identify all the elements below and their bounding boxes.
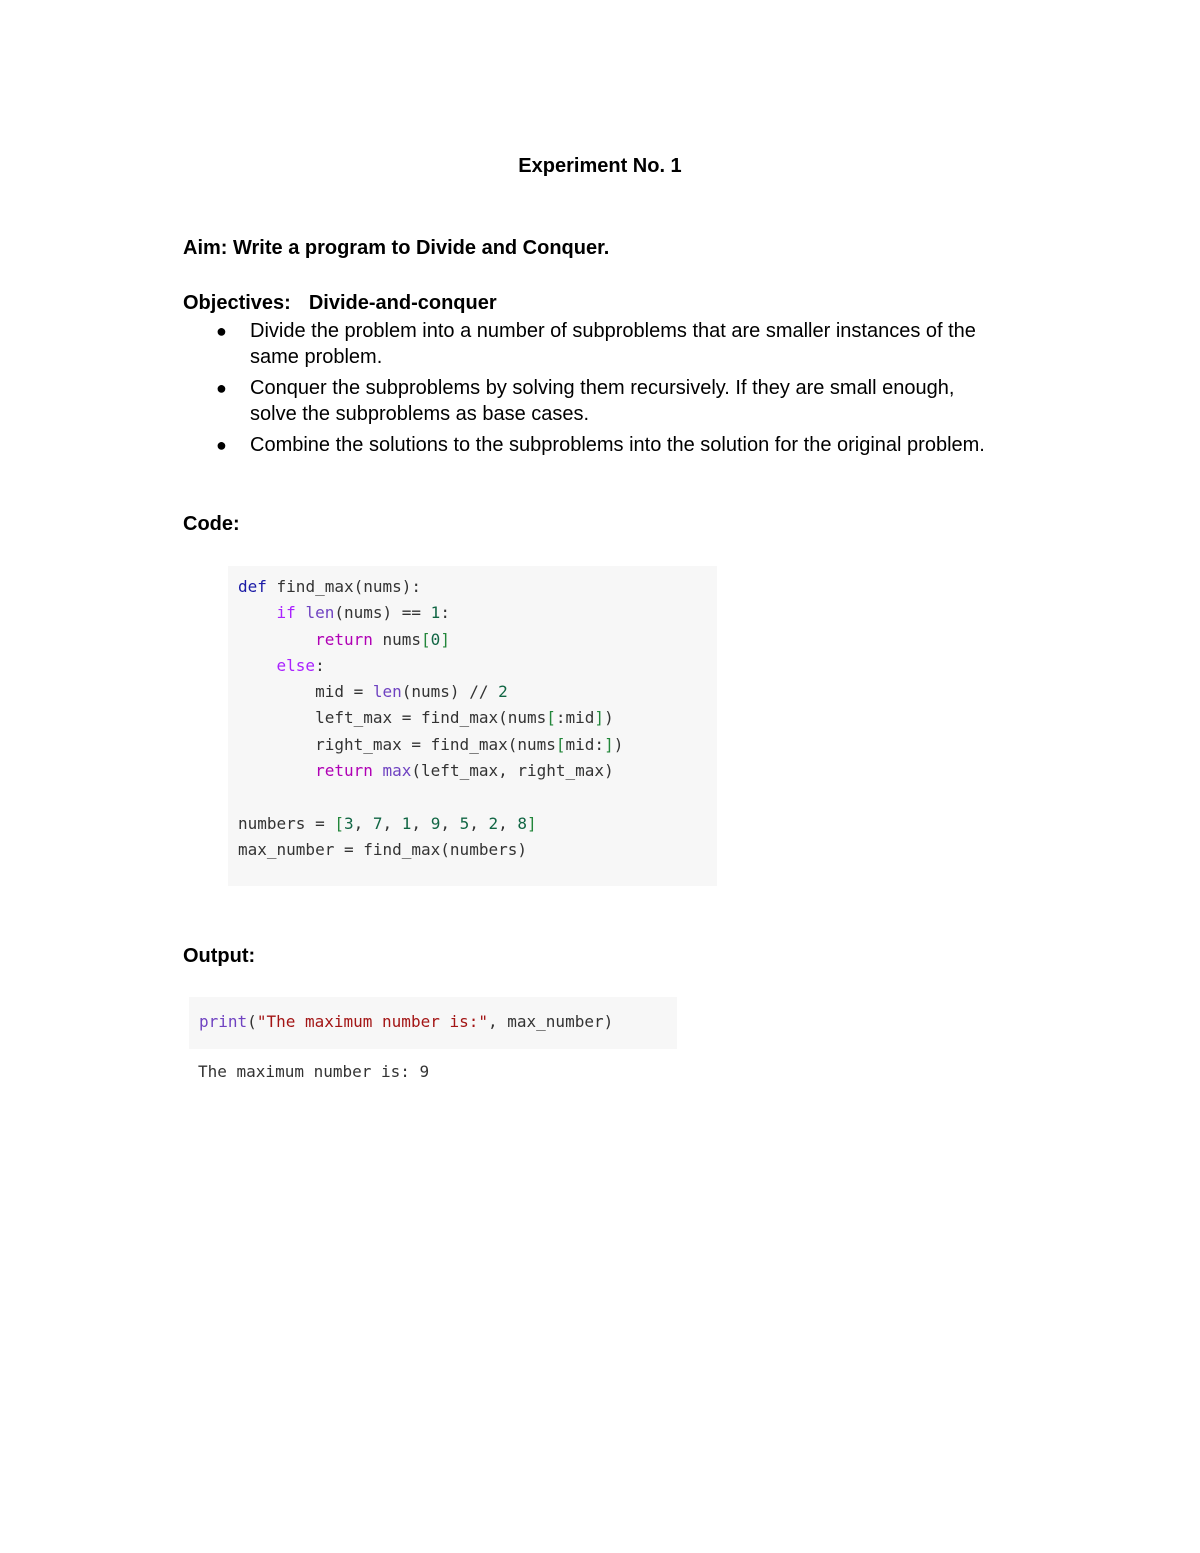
code-block [228,566,717,886]
objectives-subtitle: Divide-and-conquer [308,292,497,314]
objectives-heading [183,292,497,315]
output-heading: Output: [183,945,256,967]
objective-text: Combine the solutions to the subproblems into the solution for the original problem. [250,434,985,456]
list-item [183,318,1003,370]
code-line: mid = len(nums) // 2 [238,682,508,702]
output-result: The maximum number is: 9 [198,1062,430,1081]
bullet-icon: ● [216,321,227,341]
code-heading: Code: [183,513,240,535]
code-line: return max(left_max, right_max) [315,761,614,781]
code-line: max_number = find_max(numbers) [238,839,527,859]
objectives-label: Objectives: [183,292,291,314]
code-line: numbers = [3, 7, 1, 9, 5, 2, 8] [238,813,537,833]
objectives-list [183,318,1003,463]
print-code-line: print("The maximum number is:", max_number) [199,1012,614,1031]
output-code-block [189,997,677,1049]
list-item [183,432,1003,458]
objective-text: Conquer the subproblems by solving them recursively. If they are small enough, solve the subproblems as base cases. [250,377,955,425]
code-line [238,784,717,810]
code-line: right_max = find_max(nums[mid:]) [238,734,624,754]
list-item [183,375,1003,427]
bullet-icon: ● [216,378,227,398]
code-line: return nums[0] [315,629,450,649]
aim-statement: Aim: Write a program to Divide and Conquer. [183,237,610,259]
code-line: def find_max(nums): [238,577,422,596]
code-line: left_max = find_max(nums[:mid]) [238,708,614,728]
objective-text: Divide the problem into a number of subproblems that are smaller instances of the same problem. [250,320,976,368]
code-line: else: [276,655,325,675]
code-line: if len(nums) == 1: [276,603,450,623]
page-title: Experiment No. 1 [518,155,682,177]
bullet-icon: ● [216,435,227,455]
